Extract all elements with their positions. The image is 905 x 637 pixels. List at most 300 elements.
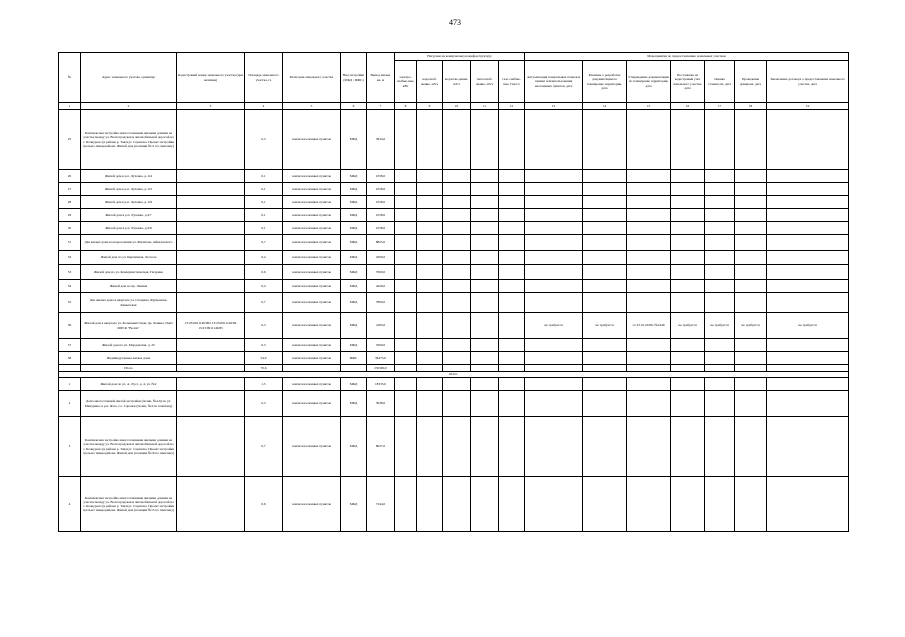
- table-cell: [627, 170, 671, 183]
- table-cell: [671, 170, 705, 183]
- table-cell: [705, 222, 735, 235]
- table-cell: 1058,0: [367, 209, 395, 222]
- table-cell: [443, 251, 471, 265]
- table-row: [59, 235, 849, 251]
- table-cell: [525, 365, 583, 372]
- table-cell: 18335,0: [367, 378, 395, 391]
- table-row: [59, 378, 849, 391]
- table-cell: 1058,0: [367, 196, 395, 209]
- table-cell: [583, 110, 627, 170]
- page-number: 473: [449, 18, 461, 27]
- table-cell: [443, 265, 471, 280]
- table-cell: [525, 183, 583, 196]
- table-cell: МКД: [341, 339, 367, 352]
- table-cell: [671, 280, 705, 293]
- table-cell: [705, 477, 735, 532]
- table-cell: [443, 196, 471, 209]
- table-cell: 34: [59, 280, 81, 293]
- table-cell: 8825,0: [367, 235, 395, 251]
- table-cell: [627, 110, 671, 170]
- table-cell: [395, 391, 417, 417]
- table-cell: [705, 365, 735, 372]
- column-number-row: [59, 103, 849, 110]
- header-electric: электро-снабже-ние, кВт: [395, 61, 417, 103]
- table-row: [59, 265, 849, 280]
- header-plan-approval: Утверждение документации по планировке территории, дата: [627, 61, 671, 103]
- column-number-cell: 19: [767, 103, 849, 110]
- table-cell: [705, 110, 735, 170]
- table-cell: земли населенных пунктов: [283, 170, 341, 183]
- table-cell: [627, 391, 671, 417]
- table-cell: МКД: [341, 280, 367, 293]
- table-cell: [627, 280, 671, 293]
- table-cell: [177, 235, 245, 251]
- column-number-cell: 14: [583, 103, 627, 110]
- table-cell: [417, 235, 443, 251]
- table-cell: [177, 365, 245, 372]
- table-cell: [525, 339, 583, 352]
- table-cell: [417, 417, 443, 477]
- table-cell: [735, 365, 767, 372]
- column-number-cell: 12: [499, 103, 525, 110]
- table-cell: [471, 391, 499, 417]
- header-building-type: Вид застройки (МКД / ИЖС): [341, 53, 367, 103]
- table-cell: [499, 170, 525, 183]
- table-cell: [583, 170, 627, 183]
- table-cell: ИЖС: [341, 352, 367, 365]
- column-number-cell: 15: [627, 103, 671, 110]
- table-cell: [499, 222, 525, 235]
- table-cell: [767, 235, 849, 251]
- table-cell: [767, 265, 849, 280]
- table-cell: [471, 209, 499, 222]
- header-output: Выход жилья, кв. м: [367, 53, 395, 103]
- header-measures-group: Мероприятия по предоставлению земельных участков: [525, 53, 849, 61]
- table-cell: 29: [59, 209, 81, 222]
- table-cell: [671, 378, 705, 391]
- table-cell: 0,3: [245, 110, 283, 170]
- table-cell: [583, 339, 627, 352]
- table-cell: [177, 477, 245, 532]
- table-cell: [499, 280, 525, 293]
- header-contract: Заключение договора о предоставлении земельного участка, дата: [767, 61, 849, 103]
- table-cell: 0,3: [245, 313, 283, 339]
- table-cell: МКД: [341, 313, 367, 339]
- table-cell: земли населенных пунктов: [283, 477, 341, 532]
- header-sewer: водоотве-дение, м3/ч: [443, 61, 471, 103]
- table-cell: 0,1: [245, 209, 283, 222]
- table-cell: земли населенных пунктов: [283, 391, 341, 417]
- table-cell: [767, 222, 849, 235]
- table-cell: [627, 352, 671, 365]
- table-cell: 1058,0: [367, 170, 395, 183]
- table-cell: МКД: [341, 251, 367, 265]
- table-cell: [583, 265, 627, 280]
- table-cell: [525, 251, 583, 265]
- table-row: [59, 352, 849, 365]
- table-cell: [735, 265, 767, 280]
- column-number-cell: 9: [417, 103, 443, 110]
- header-heat: теплоснаб-жение, м3/ч: [471, 61, 499, 103]
- table-cell: [627, 265, 671, 280]
- header-category: Категория земельного участка: [283, 53, 341, 103]
- table-cell: [705, 417, 735, 477]
- table-cell: 3634,0: [367, 110, 395, 170]
- table-cell: [767, 477, 849, 532]
- table-cell: [443, 183, 471, 196]
- table-cell: [395, 417, 417, 477]
- column-number-cell: 1: [59, 103, 81, 110]
- table-cell: [627, 235, 671, 251]
- table-cell: [671, 235, 705, 251]
- table-cell: Два жилых дома в квартале ул. Гагарина, Фурманова, Кавказская: [81, 293, 177, 313]
- table-cell: 7000,0: [367, 265, 395, 280]
- table-cell: [767, 339, 849, 352]
- table-cell: [499, 313, 525, 339]
- table-cell: [471, 235, 499, 251]
- column-number-cell: 18: [735, 103, 767, 110]
- column-number-cell: 13: [525, 103, 583, 110]
- table-cell: [671, 477, 705, 532]
- table-cell: Дома многоэтажной жилой застройки (позиц. №4-6) по ул. Мичурина, в р.п. Ялга, г.о. Саранск (позиц. №4 по генплану): [81, 391, 177, 417]
- table-cell: 25: [59, 110, 81, 170]
- table-cell: [499, 417, 525, 477]
- table-cell: земли населенных пунктов: [283, 339, 341, 352]
- table-cell: 36: [59, 313, 81, 339]
- table-cell: [583, 417, 627, 477]
- table-cell: от 23.10.2018г. №2446: [627, 313, 671, 339]
- table-cell: [417, 477, 443, 532]
- table-cell: [417, 110, 443, 170]
- table-row: [59, 170, 849, 183]
- table-cell: [705, 209, 735, 222]
- table-cell: [177, 339, 245, 352]
- table-cell: [583, 251, 627, 265]
- table-cell: 2: [59, 391, 81, 417]
- table-row: [59, 183, 849, 196]
- table-row: [59, 293, 849, 313]
- table-cell: [671, 391, 705, 417]
- table-cell: [395, 170, 417, 183]
- land-plot-registry-table: [58, 52, 849, 532]
- table-cell: [471, 251, 499, 265]
- table-cell: 0,6: [245, 477, 283, 532]
- total-row: [59, 365, 849, 372]
- table-cell: [471, 352, 499, 365]
- table-cell: [735, 378, 767, 391]
- table-cell: [499, 391, 525, 417]
- table-cell: [395, 251, 417, 265]
- table-row: [59, 209, 849, 222]
- table-cell: [177, 209, 245, 222]
- table-cell: [443, 313, 471, 339]
- table-row: [59, 339, 849, 352]
- table-cell: МКД: [341, 209, 367, 222]
- table-cell: [443, 378, 471, 391]
- table-cell: [627, 251, 671, 265]
- table-cell: [705, 196, 735, 209]
- table-cell: [443, 280, 471, 293]
- table-cell: 37: [59, 339, 81, 352]
- table-cell: 0,7: [245, 293, 283, 313]
- table-cell: [735, 339, 767, 352]
- table-cell: Жилой дом по ул. А. Лусс, д. 4, ул. №2: [81, 378, 177, 391]
- table-cell: 0,7: [245, 235, 283, 251]
- table-cell: [671, 196, 705, 209]
- table-cell: Жилой дом в р.п. Луховка, д.4/7: [81, 209, 177, 222]
- table-cell: [767, 183, 849, 196]
- header-water: водоснаб-жение, м3/ч: [417, 61, 443, 103]
- header-utility-group: Нагрузки на коммунальную инфраструктуру: [395, 53, 525, 61]
- table-cell: [735, 170, 767, 183]
- table-cell: [767, 293, 849, 313]
- table-cell: [525, 222, 583, 235]
- header-auction: Проведение аукциона, дата: [735, 61, 767, 103]
- table-cell: [767, 365, 849, 372]
- table-cell: [443, 222, 471, 235]
- table-cell: земли населенных пунктов: [283, 196, 341, 209]
- table-cell: Жилой дом в р.п. Луховка, д. 4/4: [81, 170, 177, 183]
- table-cell: 0,6: [245, 265, 283, 280]
- table-cell: [395, 365, 417, 372]
- table-cell: [177, 293, 245, 313]
- table-cell: 1,5: [245, 378, 283, 391]
- table-cell: [735, 183, 767, 196]
- table-cell: [705, 378, 735, 391]
- table-cell: [705, 293, 735, 313]
- table-cell: [471, 280, 499, 293]
- table-cell: [395, 265, 417, 280]
- table-cell: [395, 339, 417, 352]
- table-cell: 0,3: [245, 391, 283, 417]
- table-cell: 0,1: [245, 170, 283, 183]
- table-cell: [499, 378, 525, 391]
- table-cell: [443, 293, 471, 313]
- table-cell: 3: [59, 417, 81, 477]
- table-cell: [583, 365, 627, 372]
- table-row: [59, 313, 849, 339]
- header-area: Площадь земельного участка, га: [245, 53, 283, 103]
- table-cell: [525, 110, 583, 170]
- table-cell: [627, 477, 671, 532]
- header-gas: газо-снабже-ние, Гкал/ч: [499, 61, 525, 103]
- table-cell: [395, 280, 417, 293]
- table-cell: 26: [59, 170, 81, 183]
- table-cell: [499, 110, 525, 170]
- table-cell: [767, 280, 849, 293]
- table-cell: земли населенных пунктов: [283, 222, 341, 235]
- table-cell: [671, 365, 705, 372]
- table-cell: 0,1: [245, 196, 283, 209]
- table-row: [59, 222, 849, 235]
- table-cell: [525, 391, 583, 417]
- table-cell: 54,0: [245, 352, 283, 365]
- table-cell: Комплексная застройка многоэтажными жилыми домами на участке между ул. Волгоградская и автомобильной дорогой на с. Кочкурово (в районе р. Тавла) г. Саранска. Проект застройки третьего микрорайона. Жилой дом (позиция №11 по генплану): [81, 110, 177, 170]
- table-cell: не требуется: [705, 313, 735, 339]
- table-cell: [583, 235, 627, 251]
- table-cell: [671, 417, 705, 477]
- table-cell: [395, 222, 417, 235]
- header-cadastral: Кадастровый номер земельного участка (при наличии): [177, 53, 245, 103]
- table-cell: Два жилых дома на пересечении ул. Филатова, Айвазовского: [81, 235, 177, 251]
- table-cell: [627, 222, 671, 235]
- table-cell: [735, 477, 767, 532]
- table-cell: [177, 170, 245, 183]
- table-cell: [767, 391, 849, 417]
- table-cell: [627, 293, 671, 313]
- header-valuation: Оценка стоимости, дата: [705, 61, 735, 103]
- table-cell: [767, 170, 849, 183]
- table-cell: 38: [59, 352, 81, 365]
- table-cell: земли населенных пунктов: [283, 251, 341, 265]
- table-cell: [177, 391, 245, 417]
- table-cell: [471, 378, 499, 391]
- table-cell: [735, 293, 767, 313]
- table-cell: [705, 183, 735, 196]
- table-cell: МКД: [341, 417, 367, 477]
- table-cell: Индивидуальные жилые дома: [81, 352, 177, 365]
- table-cell: [705, 339, 735, 352]
- table-cell: [443, 417, 471, 477]
- table-cell: 4183,0: [367, 313, 395, 339]
- table-cell: [59, 365, 81, 372]
- table-cell: [443, 170, 471, 183]
- table-cell: [583, 209, 627, 222]
- table-cell: [471, 417, 499, 477]
- table-cell: 1: [59, 378, 81, 391]
- table-cell: Жилой дом по пр. Ленина: [81, 280, 177, 293]
- table-cell: земли населенных пунктов: [283, 280, 341, 293]
- table-cell: [705, 235, 735, 251]
- header-master-plan: Актуализация генеральных планов и правил землепользования населенных пунктов, дата: [525, 61, 583, 103]
- header-address: Адрес земельного участка, ориентир: [81, 53, 177, 103]
- table-cell: 36473,0: [367, 352, 395, 365]
- table-cell: [395, 477, 417, 532]
- table-cell: [671, 251, 705, 265]
- column-number-cell: 8: [395, 103, 417, 110]
- table-cell: земли населенных пунктов: [283, 265, 341, 280]
- table-cell: 27: [59, 183, 81, 196]
- table-cell: Жилой дом в р.п. Луховка, д.4/8: [81, 222, 177, 235]
- table-cell: [499, 183, 525, 196]
- table-cell: [627, 339, 671, 352]
- table-cell: не требуется: [767, 313, 849, 339]
- table-cell: Итого: [81, 365, 177, 372]
- column-number-cell: 16: [671, 103, 705, 110]
- table-cell: [767, 378, 849, 391]
- table-cell: [735, 417, 767, 477]
- table-cell: [177, 222, 245, 235]
- table-cell: [705, 352, 735, 365]
- table-cell: земли населенных пунктов: [283, 352, 341, 365]
- table-cell: [627, 378, 671, 391]
- table-cell: [671, 339, 705, 352]
- table-cell: [735, 110, 767, 170]
- table-cell: земли населенных пунктов: [283, 313, 341, 339]
- table-cell: [525, 417, 583, 477]
- table-cell: [499, 196, 525, 209]
- table-cell: [471, 222, 499, 235]
- table-cell: [471, 183, 499, 196]
- table-cell: МКД: [341, 477, 367, 532]
- table-cell: [735, 352, 767, 365]
- table-cell: [417, 265, 443, 280]
- table-cell: [671, 352, 705, 365]
- table-cell: [627, 417, 671, 477]
- table-cell: Жилой дом в квартале ул. Большевистская, пр. Ленина, ПАО МРСК "Волги": [81, 313, 177, 339]
- table-cell: МКД: [341, 378, 367, 391]
- table-cell: [705, 280, 735, 293]
- table-cell: [177, 110, 245, 170]
- table-cell: МКД: [341, 391, 367, 417]
- table-cell: 3938,0: [367, 391, 395, 417]
- table-cell: [471, 110, 499, 170]
- table-cell: [417, 196, 443, 209]
- table-row: [59, 417, 849, 477]
- table-cell: 32: [59, 251, 81, 265]
- table-cell: [525, 265, 583, 280]
- table-cell: 13:23:0911146:962 13:23:0911146:84 13:23:0911146:85: [177, 313, 245, 339]
- column-number-cell: 10: [443, 103, 471, 110]
- table-cell: [443, 391, 471, 417]
- column-number-cell: 7: [367, 103, 395, 110]
- table-cell: [499, 209, 525, 222]
- table-cell: земли населенных пунктов: [283, 417, 341, 477]
- table-cell: [525, 170, 583, 183]
- table-cell: 0,4: [245, 251, 283, 265]
- table-cell: [395, 183, 417, 196]
- table-cell: [735, 196, 767, 209]
- table-cell: [471, 196, 499, 209]
- table-cell: [735, 235, 767, 251]
- table-cell: [443, 352, 471, 365]
- table-cell: [671, 265, 705, 280]
- table-cell: не требуется: [583, 313, 627, 339]
- table-cell: [525, 352, 583, 365]
- table-cell: [583, 280, 627, 293]
- table-cell: земли населенных пунктов: [283, 183, 341, 196]
- table-cell: [767, 209, 849, 222]
- table-row: [59, 280, 849, 293]
- table-cell: Жилой дом в р.п. Луховка, д. 4/6: [81, 196, 177, 209]
- table-cell: Жилой дом в р.п. Луховка, д. 4/5: [81, 183, 177, 196]
- table-cell: 35: [59, 293, 81, 313]
- table-cell: [735, 251, 767, 265]
- table-cell: [583, 222, 627, 235]
- table-cell: не требуется: [671, 313, 705, 339]
- table-cell: [735, 391, 767, 417]
- table-cell: [417, 170, 443, 183]
- table-cell: земли населенных пунктов: [283, 110, 341, 170]
- table-cell: 33: [59, 265, 81, 280]
- table-cell: 0,1: [245, 222, 283, 235]
- table-cell: [705, 391, 735, 417]
- table-row: [59, 196, 849, 209]
- table-row: [59, 477, 849, 532]
- table-cell: [671, 110, 705, 170]
- table-cell: МКД: [341, 235, 367, 251]
- table-cell: [583, 196, 627, 209]
- table-cell: [471, 339, 499, 352]
- table-row: [59, 391, 849, 417]
- table-cell: [525, 235, 583, 251]
- table-cell: земли населенных пунктов: [283, 378, 341, 391]
- table-cell: [443, 477, 471, 532]
- table-cell: земли населенных пунктов: [283, 293, 341, 313]
- table-cell: Жилой дом по ул. Кирпичная, Лесхоза: [81, 251, 177, 265]
- table-cell: [471, 265, 499, 280]
- table-cell: [417, 378, 443, 391]
